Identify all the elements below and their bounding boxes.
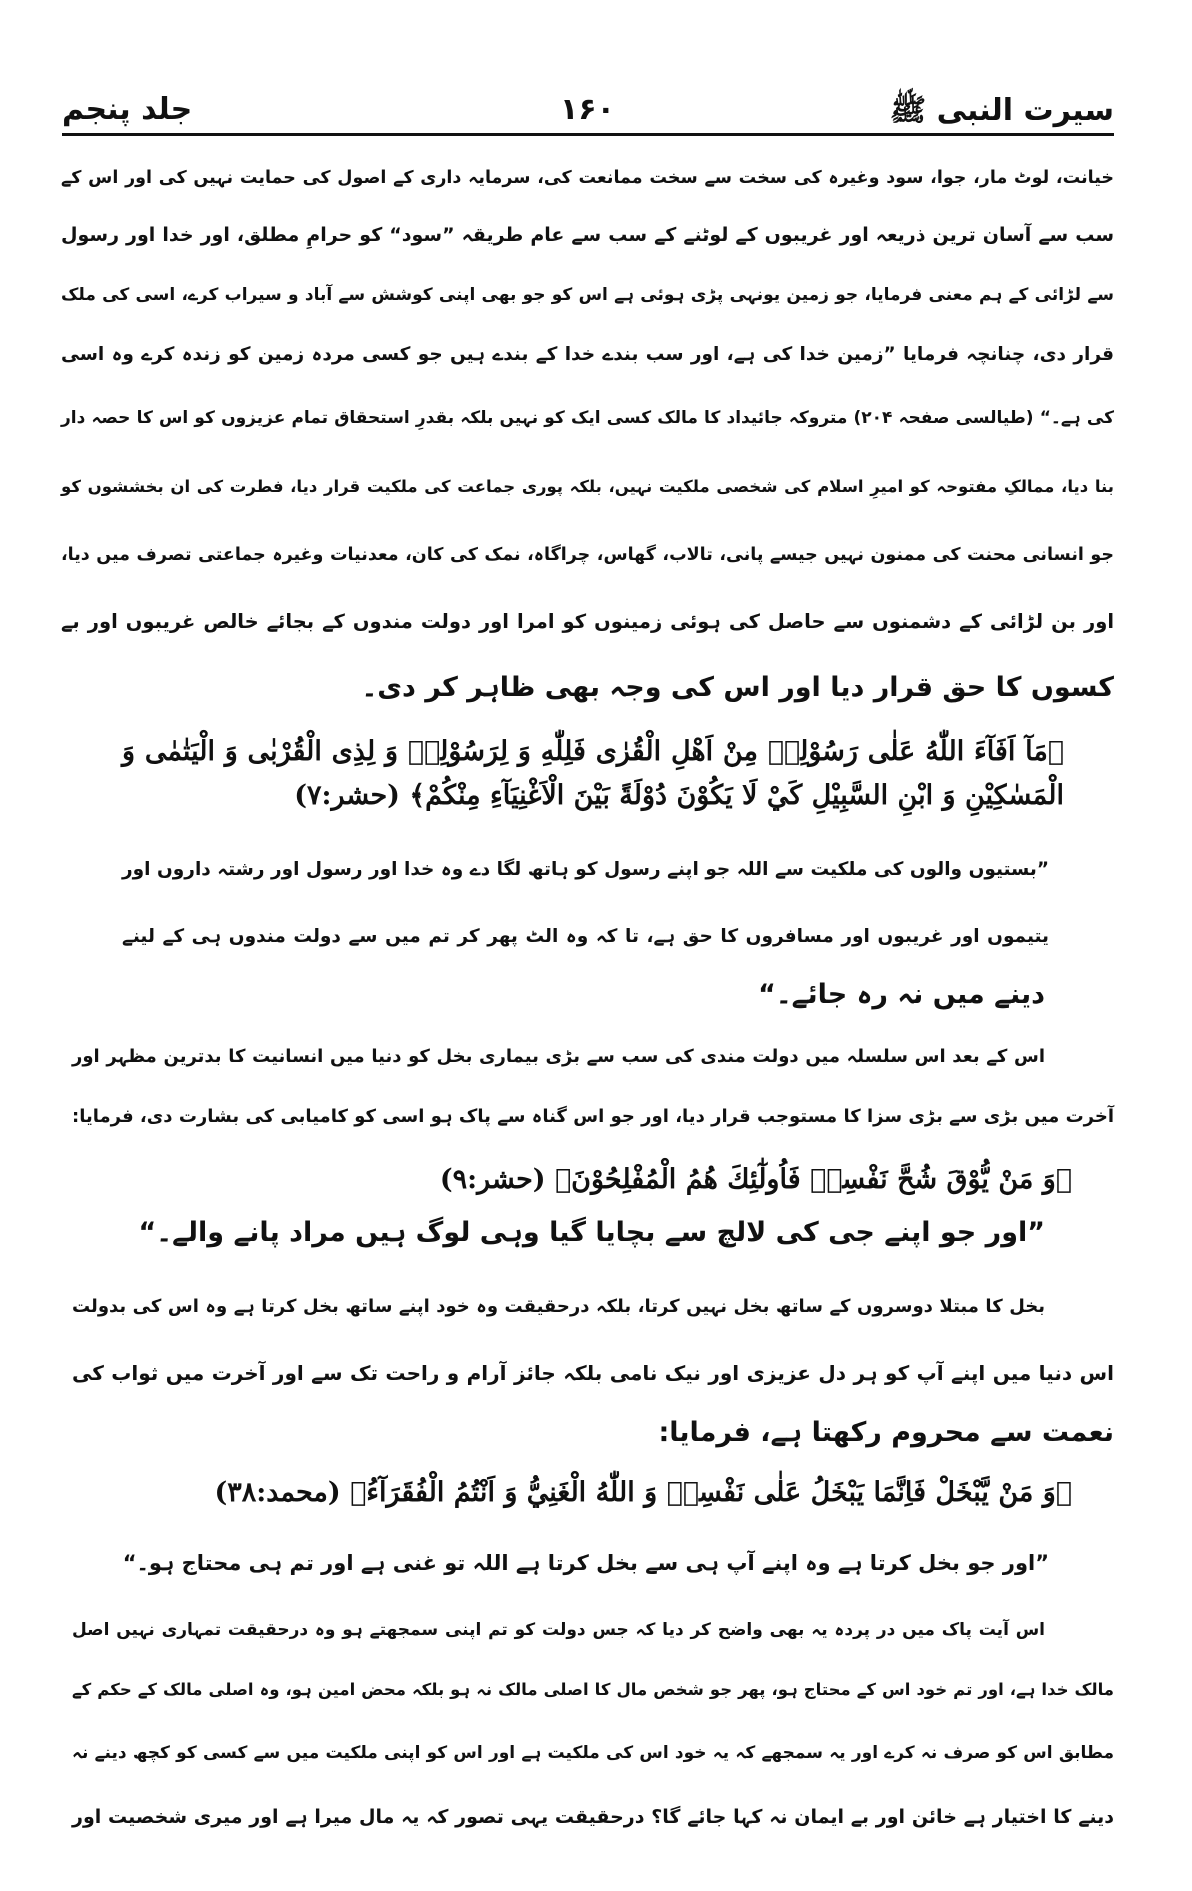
quran-verse-line: ﴿وَ مَنْ يَّبْخَلْ فَاِنَّمَا يَبْخَلُ عَلٰى نَفْسِهٖ وَ اللّٰهُ الْغَنِيُّ وَ اَنْتُمُ الْفُقَرَآءُ﴾ (محمد:۳۸) xyxy=(214,1477,1072,1508)
quran-verse-line: الْمَسٰكِيْنِ وَ ابْنِ السَّبِيْلِ كَيْ لَا يَكُوْنَ دُوْلَةً بَيْنَ الْاَغْنِيَآءِ مِنْكُمْ﴾ (حشر:۷) xyxy=(294,780,1064,811)
translation-line: دینے میں نہ رہ جائے۔“ xyxy=(758,979,1045,1010)
text-line: اس آیت پاک میں در پردہ یہ بھی واضح کر دیا کہ جس دولت کو تم اپنی سمجھتے ہو وہ درحقیقت تمہاری نہیں اصل xyxy=(72,1620,1045,1640)
page-number: ۱۶۰ xyxy=(560,92,615,127)
text-line: دینے کا اختیار ہے خائن اور بے ایمان نہ کہا جائے گا؟ درحقیقت یہی تصور کہ یہ مال میرا ہے اور میری شخصیت اور xyxy=(72,1806,1114,1828)
text-line: اس کے بعد اس سلسلہ میں دولت مندی کی سب سے بڑی بیماری بخل کو دنیا میں انسانیت کا بدترین مظہر اور xyxy=(72,1046,1045,1067)
translation-line: ”اور جو بخل کرتا ہے وہ اپنے آپ ہی سے بخل کرتا ہے اللہ تو غنی ہے اور تم ہی محتاج ہو۔“ xyxy=(122,1551,1049,1575)
text-line: مطابق اس کو صرف نہ کرے اور یہ سمجھے کہ یہ خود اس کی ملکیت ہے اور اس کو اپنی ملکیت میں سے کسی کو کچھ دینے نہ xyxy=(72,1743,1114,1763)
translation-line: ”اور جو اپنے جی کی لالچ سے بچایا گیا وہی لوگ ہیں مراد پانے والے۔“ xyxy=(138,1217,1045,1248)
text-line: سے لڑائی کے ہم معنی فرمایا، جو زمین یونہی پڑی ہوئی ہے اس کو جو بھی اپنی کوشش سے آباد و سیراب کرے، اسی کی ملک xyxy=(61,285,1114,305)
text-line: مالک خدا ہے، اور تم خود اس کے محتاج ہو، پھر جو شخص مال کا اصلی مالک نہ ہو بلکہ محض امین ہو، وہ اصلی مالک کے حکم کے xyxy=(72,1680,1114,1699)
text-line: قرار دی، چنانچہ فرمایا ”زمین خدا کی ہے، اور سب بندے خدا کے بندے ہیں جو کسی مردہ زمین کو زندہ کرے وہ اسی xyxy=(61,344,1114,365)
text-line: اس دنیا میں اپنے آپ کو ہر دل عزیزی اور نیک نامی بلکہ جائز آرام و راحت تک سے اور آخرت میں ثواب کی xyxy=(72,1361,1114,1385)
volume-label: جلد پنجم xyxy=(62,92,193,127)
text-line: نعمت سے محروم رکھتا ہے، فرمایا: xyxy=(658,1417,1114,1448)
book-title: سیرت النبی ﷺ xyxy=(889,93,1114,128)
text-line: کی ہے۔“ (طیالسی صفحہ ۲۰۴) متروکہ جائیداد کا مالک کسی ایک کو نہیں بلکہ بقدرِ استحقاق تمام عزیزوں کو اس کا حصہ دار xyxy=(61,408,1114,428)
text-line: اور بن لڑائی کے دشمنوں سے حاصل کی ہوئی زمینوں کو امرا اور دولت مندوں کے بجائے خالص غریبوں اور بے xyxy=(61,610,1114,633)
text-line: کسوں کا حق قرار دیا اور اس کی وجہ بھی ظاہر کر دی۔ xyxy=(361,672,1114,703)
translation-line: یتیموں اور غریبوں اور مسافروں کا حق ہے، تا کہ وہ الٹ پھر کر تم میں سے دولت مندوں ہی کے لینے xyxy=(122,926,1049,947)
text-line: بنا دیا، ممالکِ مفتوحہ کو امیرِ اسلام کی شخصی ملکیت نہیں، بلکہ پوری جماعت کی ملکیت قرار دیا، فطرت کی ان بخششوں کو xyxy=(61,477,1114,496)
text-line: بخل کا مبتلا دوسروں کے ساتھ بخل نہیں کرتا، بلکہ درحقیقت وہ خود اپنے ساتھ بخل کرتا ہے وہ اس کی بدولت xyxy=(72,1296,1045,1317)
text-line: خیانت، لوٹ مار، جوا، سود وغیرہ کی سخت سے سخت ممانعت کی، سرمایہ داری کے اصول کی حمایت نہیں کی اور اس کے xyxy=(61,168,1114,188)
translation-line: ”بستیوں والوں کی ملکیت سے اللہ جو اپنے رسول کو ہاتھ لگا دے وہ خدا اور رسول اور رشتہ داروں اور xyxy=(122,859,1049,880)
text-line: سب سے آسان ترین ذریعہ اور غریبوں کے لوٹنے کے سب سے عام طریقہ ”سود“ کو حرامِ مطلق، اور خدا اور رسول xyxy=(61,224,1114,246)
quran-verse-line: ﴿وَ مَنْ يُّوْقَ شُحَّ نَفْسِهٖ فَاُولٰٓئِكَ هُمُ الْمُفْلِحُوْنَ﴾ (حشر:۹) xyxy=(439,1164,1072,1195)
text-line: آخرت میں بڑی سے بڑی سزا کا مستوجب قرار دیا، اور جو اس گناہ سے پاک ہو اسی کو کامیابی کی بشارت دی، فرمایا: xyxy=(72,1106,1114,1127)
text-line: جو انسانی محنت کی ممنون نہیں جیسے پانی، تالاب، گھاس، چراگاہ، نمک کی کان، معدنیات وغیرہ جماعتی تصرف میں دیا، xyxy=(61,545,1114,565)
header-rule xyxy=(62,133,1114,136)
quran-verse-line: ﴿مَآ اَفَآءَ اللّٰهُ عَلٰى رَسُوْلِهٖ مِنْ اَهْلِ الْقُرٰى فَلِلّٰهِ وَ لِرَسُوْلِهٖ وَ لِذِى الْقُرْبٰى وَ الْيَتٰمٰى وَ xyxy=(122,736,1064,767)
